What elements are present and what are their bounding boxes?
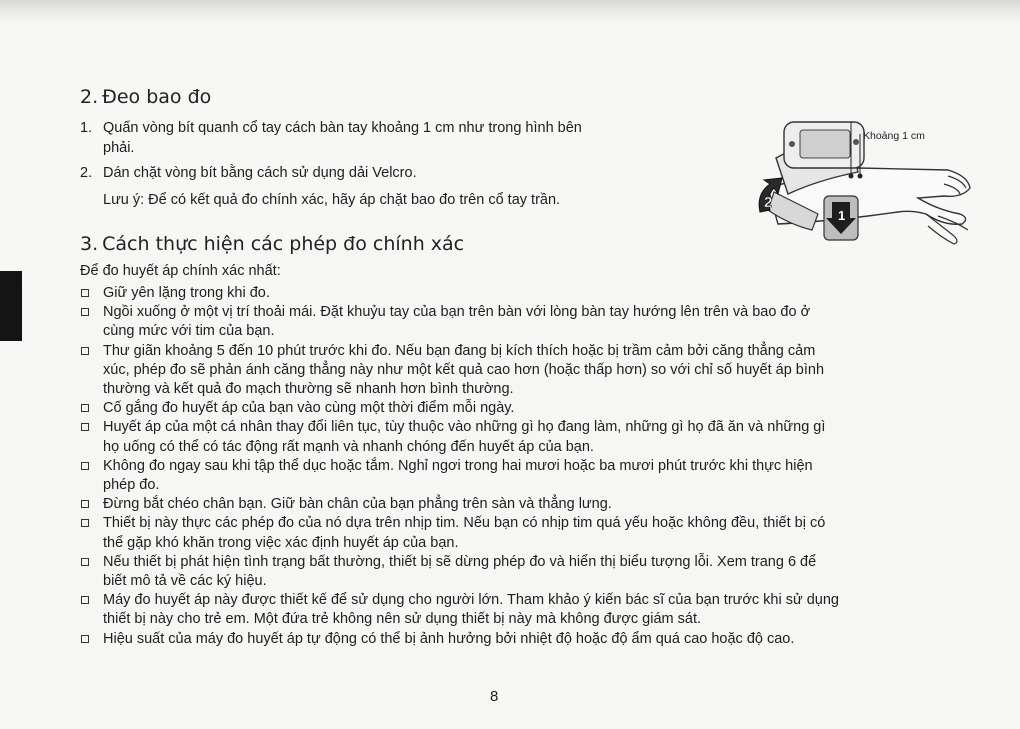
list-item: Máy đo huyết áp này được thiết kế để sử dụng cho người lớn. Tham khảo ý kiến bác sĩ của bạn trước khi sử dụng thiết bị này cho trẻ em. Một đứa trẻ không nên sử dụng thiết bị này mà không được giám sát. (80, 591, 990, 629)
checkbox-bullet-icon (81, 423, 89, 431)
checkbox-bullet-icon (81, 404, 89, 412)
list-item: Đừng bắt chéo chân bạn. Giữ bàn chân của bạn phẳng trên sàn và thẳng lưng. (80, 495, 990, 514)
step-2-text: Dán chặt vòng bít bằng cách sử dụng dải Velcro. (103, 165, 417, 181)
list-item: Giữ yên lặng trong khi đo. (80, 284, 990, 303)
scan-top-edge (0, 0, 1020, 22)
list-item: Thiết bị này thực các phép đo của nó dựa trên nhịp tim. Nếu bạn có nhịp tim quá yếu hoặc không đều, thiết bị có thể gặp khó khăn trong việc xác định huyết áp của bạn. (80, 514, 990, 552)
distance-label: Khoảng 1 cm (863, 130, 925, 142)
accuracy-tips-list (80, 284, 990, 649)
section-3-intro: Để đo huyết áp chính xác nhất: (80, 263, 281, 279)
section-2-note: Lưu ý: Để có kết quả đo chính xác, hãy áp chặt bao đo trên cổ tay trần. (103, 192, 561, 208)
section-2-number: 2. (80, 86, 99, 108)
list-item: Thư giãn khoảng 5 đến 10 phút trước khi đo. Nếu bạn đang bị kích thích hoặc bị trầm cảm bởi căng thẳng cảm xúc, phép đo sẽ phản ánh căng thẳng này như một kết quả cao hơn (hoặc thấp hơn) so với chỉ số huyết áp bình thường và kết quả đo mạch thường sẽ nhanh hơn bình thường. (80, 342, 990, 400)
step-1-number: 1. (80, 120, 93, 136)
arrow-2-label: 2 (764, 194, 773, 211)
checkbox-bullet-icon (81, 500, 89, 508)
wrist-cuff-illustration (748, 118, 978, 248)
section-3-heading (80, 233, 464, 255)
section-3-number: 3. (80, 233, 99, 255)
step-1-line-1: Quấn vòng bít quanh cổ tay cách bàn tay khoảng 1 cm như trong hình bên (103, 120, 582, 136)
list-item: Huyết áp của một cá nhân thay đổi liên tục, tùy thuộc vào những gì họ đang làm, những gì họ đã ăn và những gì họ uống có thể có tác động rất mạnh và nhanh chóng đến huyết áp của bạn. (80, 418, 990, 456)
section-2-heading (80, 86, 211, 108)
step-1-line-2: phải. (103, 140, 135, 156)
page-number: 8 (490, 688, 499, 705)
checkbox-bullet-icon (81, 289, 89, 297)
checkbox-bullet-icon (81, 347, 89, 355)
arrow-1-label: 1 (838, 208, 846, 223)
step-2-number: 2. (80, 165, 93, 181)
section-3-title: Cách thực hiện các phép đo chính xác (102, 233, 465, 255)
section-tab-marker (0, 271, 22, 341)
checkbox-bullet-icon (81, 462, 89, 470)
checkbox-bullet-icon (81, 308, 89, 316)
section-2-title: Đeo bao đo (102, 86, 212, 108)
checkbox-bullet-icon (81, 596, 89, 604)
checkbox-bullet-icon (81, 635, 89, 643)
checkbox-bullet-icon (81, 519, 89, 527)
checkbox-bullet-icon (81, 558, 89, 566)
list-item: Cố gắng đo huyết áp của bạn vào cùng một thời điểm mỗi ngày. (80, 399, 990, 418)
list-item: Ngồi xuống ở một vị trí thoải mái. Đặt khuỷu tay của bạn trên bàn với lòng bàn tay hướng lên trên và bao đo ở cùng mức với tim của bạn. (80, 303, 990, 341)
list-item: Nếu thiết bị phát hiện tình trạng bất thường, thiết bị sẽ dừng phép đo và hiển thị biểu tượng lỗi. Xem trang 6 để biết mô tả về các ký hiệu. (80, 553, 990, 591)
list-item: Không đo ngay sau khi tập thể dục hoặc tắm. Nghỉ ngơi trong hai mươi hoặc ba mươi phút trước khi thực hiện phép đo. (80, 457, 990, 495)
list-item: Hiệu suất của máy đo huyết áp tự động có thể bị ảnh hưởng bởi nhiệt độ hoặc độ ẩm quá cao hoặc độ cao. (80, 630, 990, 649)
